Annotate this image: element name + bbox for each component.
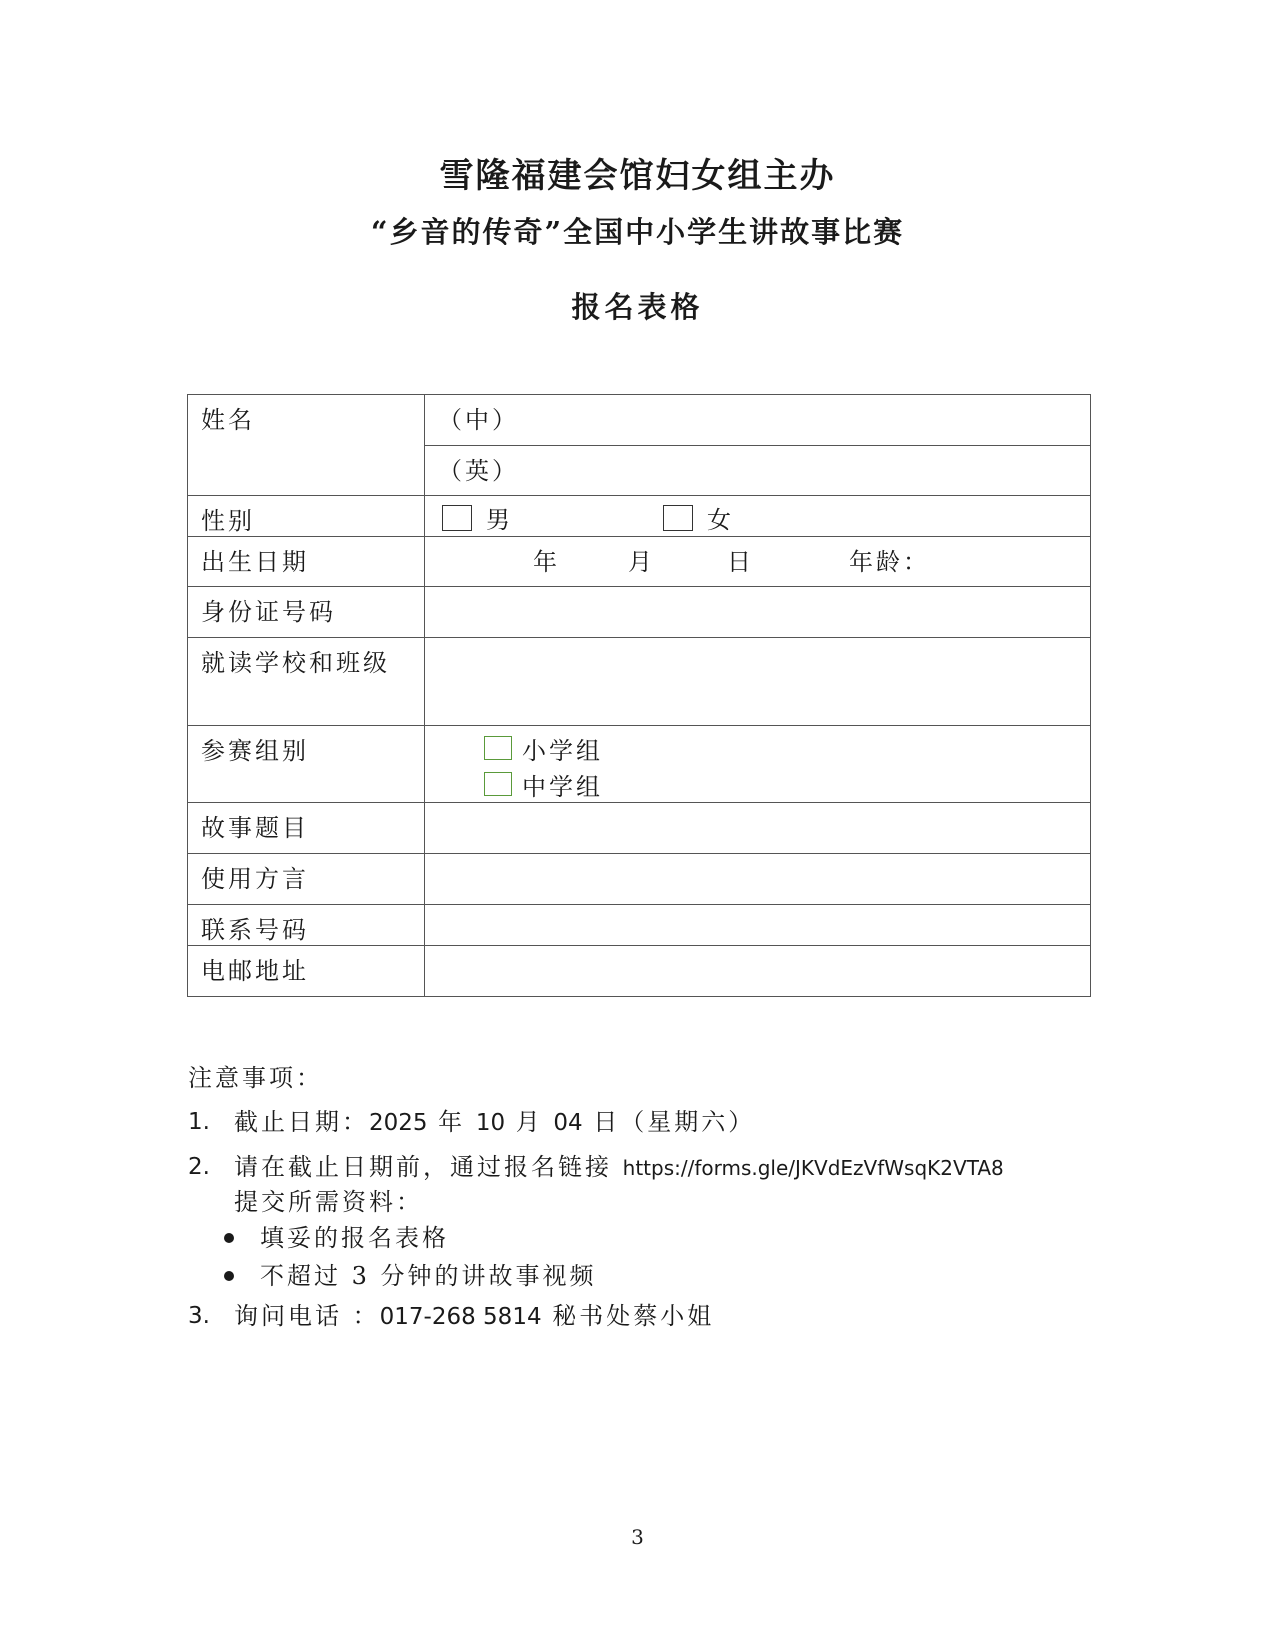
secondary-school-checkbox[interactable] (484, 772, 512, 796)
dob-day-label: 日 (727, 548, 754, 576)
dialect-label: 使用方言 (188, 854, 425, 905)
email-label: 电邮地址 (188, 946, 425, 997)
dob-field[interactable] (425, 537, 1091, 587)
name-chinese-field[interactable] (425, 395, 1091, 446)
note-text: 截止日期：2025 年 10 月 04 日（星期六） (234, 1108, 756, 1136)
registration-link[interactable]: https://forms.gle/JKVdEzVfWsqK2VTA8 (622, 1156, 1004, 1180)
bullet-icon (224, 1233, 234, 1243)
secondary-school-label: 中学组 (522, 772, 603, 801)
note-item-deadline (188, 1105, 1108, 1140)
name-english-field[interactable] (425, 446, 1091, 496)
male-checkbox[interactable] (442, 505, 472, 531)
group-primary-option[interactable] (484, 730, 1078, 766)
female-checkbox[interactable] (663, 505, 693, 531)
female-label: 女 (707, 506, 734, 534)
notes-section (188, 1058, 1108, 1344)
phone-label: 联系号码 (188, 905, 425, 946)
organizer-title: 雪隆福建会馆妇女组主办 (439, 156, 836, 196)
note-text-continued: 提交所需资料： (234, 1188, 423, 1216)
note-item-enquiry (188, 1299, 1108, 1334)
school-field[interactable] (425, 638, 1091, 726)
enquiry-phone: 017-268 5814 (379, 1304, 542, 1330)
gender-female-option[interactable] (663, 500, 734, 535)
group-label: 参赛组别 (188, 726, 425, 803)
note-text: 请在截止日期前，通过报名链接 (234, 1153, 623, 1181)
page-number: 3 (631, 1525, 644, 1549)
school-label: 就读学校和班级 (188, 638, 425, 726)
note-number: 1. (188, 1109, 210, 1135)
list-item: 填妥的报名表格 (188, 1219, 1108, 1257)
note-number: 2. (188, 1154, 210, 1180)
id-number-field[interactable] (425, 587, 1091, 638)
gender-label: 性别 (188, 496, 425, 537)
id-number-label: 身份证号码 (188, 587, 425, 638)
list-item: 不超过 3 分钟的讲故事视频 (188, 1257, 1108, 1295)
form-title: 报名表格 (571, 290, 704, 324)
name-english-hint: （英） (438, 457, 519, 485)
email-field[interactable] (425, 946, 1091, 997)
gender-male-option[interactable] (442, 500, 513, 535)
bullet-icon (224, 1271, 234, 1281)
dob-label: 出生日期 (188, 537, 425, 587)
dialect-field[interactable] (425, 854, 1091, 905)
story-title-label: 故事题目 (188, 803, 425, 854)
name-label: 姓名 (188, 395, 425, 496)
dob-year-label: 年 (533, 548, 560, 576)
primary-school-label: 小学组 (522, 736, 603, 765)
dob-month-label: 月 (628, 548, 655, 576)
primary-school-checkbox[interactable] (484, 736, 512, 760)
name-chinese-hint: （中） (438, 406, 519, 434)
note-text: 询问电话 ：017-268 5814 秘书处蔡小姐 (234, 1302, 715, 1330)
requirements-list (188, 1219, 1108, 1295)
notes-heading: 注意事项： (188, 1064, 323, 1092)
group-secondary-option[interactable] (484, 766, 1078, 802)
age-label: 年龄： (849, 548, 930, 576)
story-title-field[interactable] (425, 803, 1091, 854)
note-number: 3. (188, 1303, 210, 1329)
competition-title: “乡音的传奇”全国中小学生讲故事比赛 (370, 215, 905, 249)
male-label: 男 (486, 506, 513, 534)
registration-form-table (187, 394, 1091, 997)
phone-field[interactable] (425, 905, 1091, 946)
gender-options (438, 500, 1078, 535)
note-item-submission (188, 1150, 1108, 1219)
